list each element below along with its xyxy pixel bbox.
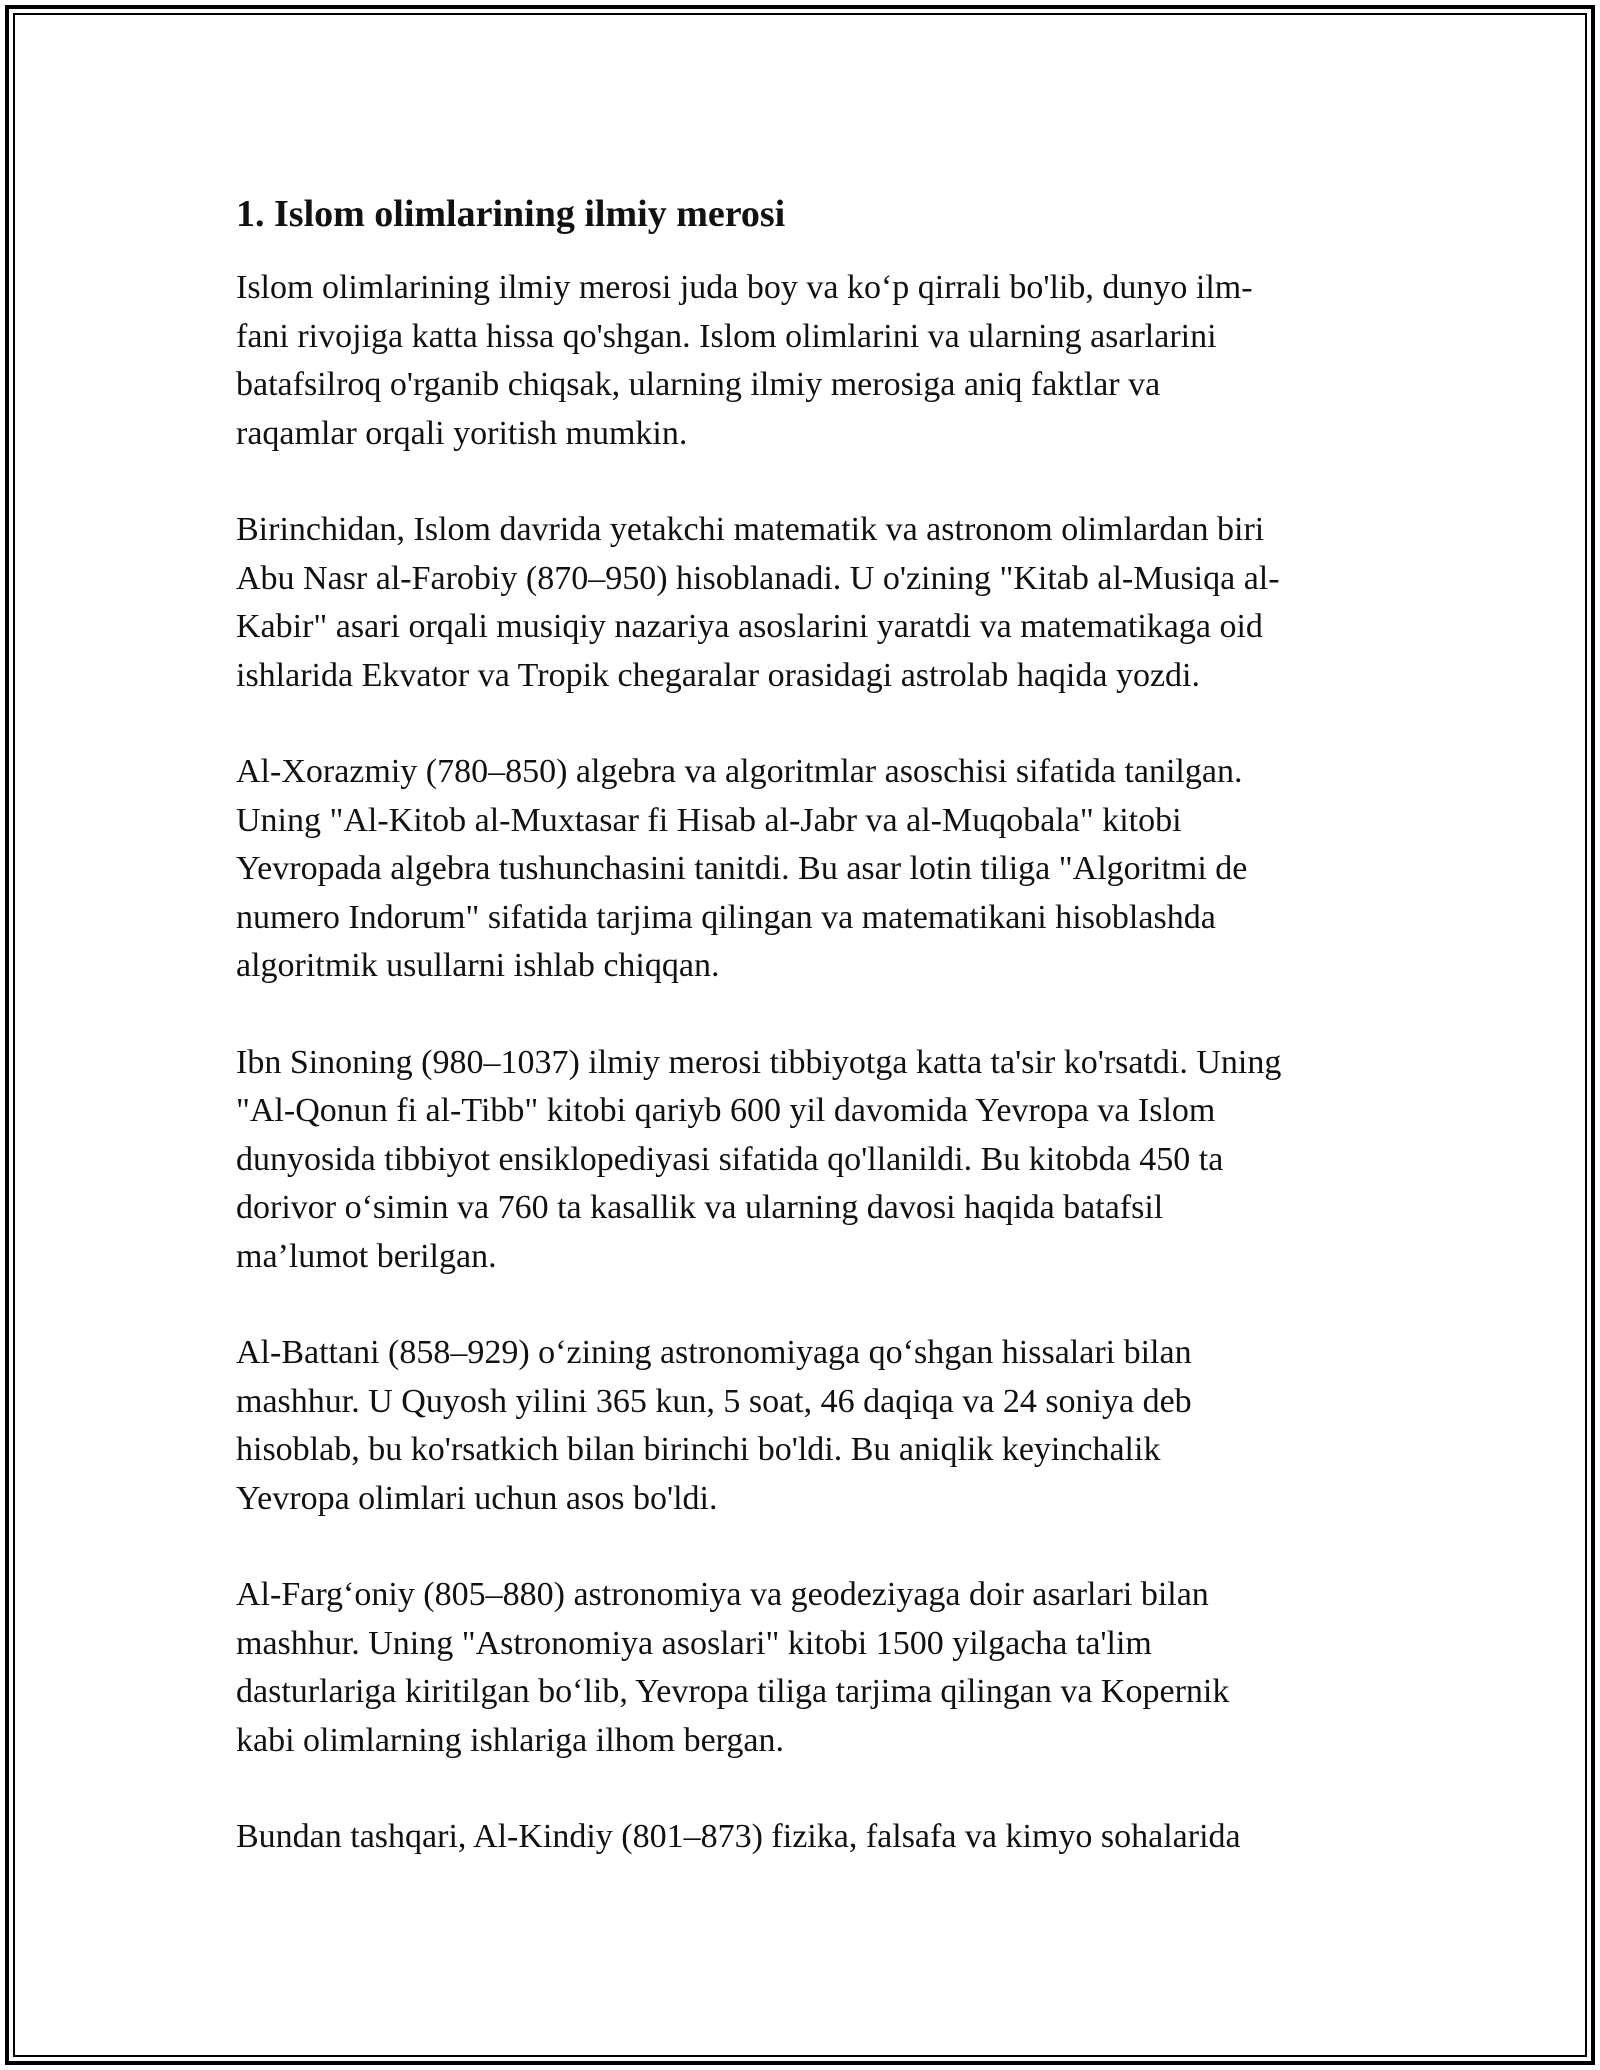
document-body — [236, 186, 1376, 1910]
paragraph-intro: Islom olimlarining ilmiy merosi juda boy va koʻp qirrali bo'lib, dunyo ilm- fani rivojiga katta hissa qo'shgan. Islom olimlarini va ularning asarlarini batafsilroq o'rganib chiqsak, ularning ilmiy merosiga aniq faktlar va raqamlar orqali yoritish mumkin. — [236, 269, 1253, 452]
paragraph-kindiy: Bundan tashqari, Al-Kindiy (801–873) fizika, falsafa va kimyo sohalarida — [236, 1818, 1241, 1855]
paragraph-farobiy: Birinchidan, Islom davrida yetakchi matematik va astronom olimlardan biri Abu Nasr al-Farobiy (870–950) hisoblanadi. U o'zining "Kitab al-Musiqa al- Kabir" asari orqali musiqiy nazariya asoslarini yaratdi va matematikaga oid ishlarida Ekvator va Tropik chegaralar orasidagi astrolab haqida yozdi. — [236, 511, 1280, 694]
section-heading: 1. Islom olimlarining ilmiy merosi — [236, 193, 786, 235]
paragraph-farghoniy: Al-Fargʻoniy (805–880) astronomiya va geodeziyaga doir asarlari bilan mashhur. Uning "Astronomiya asoslari" kitobi 1500 yilgacha ta'lim dasturlariga kiritilgan boʻlib, Yevropa tiliga tarjima qilingan va Kopernik kabi olimlarning ishlariga ilhom bergan. — [236, 1576, 1230, 1759]
paragraph-battani: Al-Battani (858–929) oʻzining astronomiyaga qoʻshgan hissalari bilan mashhur. U Quyosh yilini 365 kun, 5 soat, 46 daqiqa va 24 soniya deb hisoblab, bu ko'rsatkich bilan birinchi bo'ldi. Bu aniqlik keyinchalik Yevropa olimlari uchun asos bo'ldi. — [236, 1334, 1192, 1517]
paragraph-ibn-sino: Ibn Sinoning (980–1037) ilmiy merosi tibbiyotga katta ta'sir ko'rsatdi. Uning "Al-Qonun fi al-Tibb" kitobi qariyb 600 yil davomida Yevropa va Islom dunyosida tibbiyot ensiklopediyasi sifatida qo'llanildi. Bu kitobda 450 ta dorivor oʻsimin va 760 ta kasallik va ularning davosi haqida batafsil ma’lumot berilgan. — [236, 1043, 1282, 1275]
paragraph-xorazmiy: Al-Xorazmiy (780–850) algebra va algoritmlar asoschisi sifatida tanilgan. Uning "Al-Kitob al-Muxtasar fi Hisab al-Jabr va al-Muqobala" kitobi Yevropada algebra tushunchasini tanitdi. Bu asar lotin tiliga "Algoritmi de numero Indorum" sifatida tarjima qilingan va matematikani hisoblashda algoritmik usullarni ishlab chiqqan. — [236, 753, 1248, 984]
